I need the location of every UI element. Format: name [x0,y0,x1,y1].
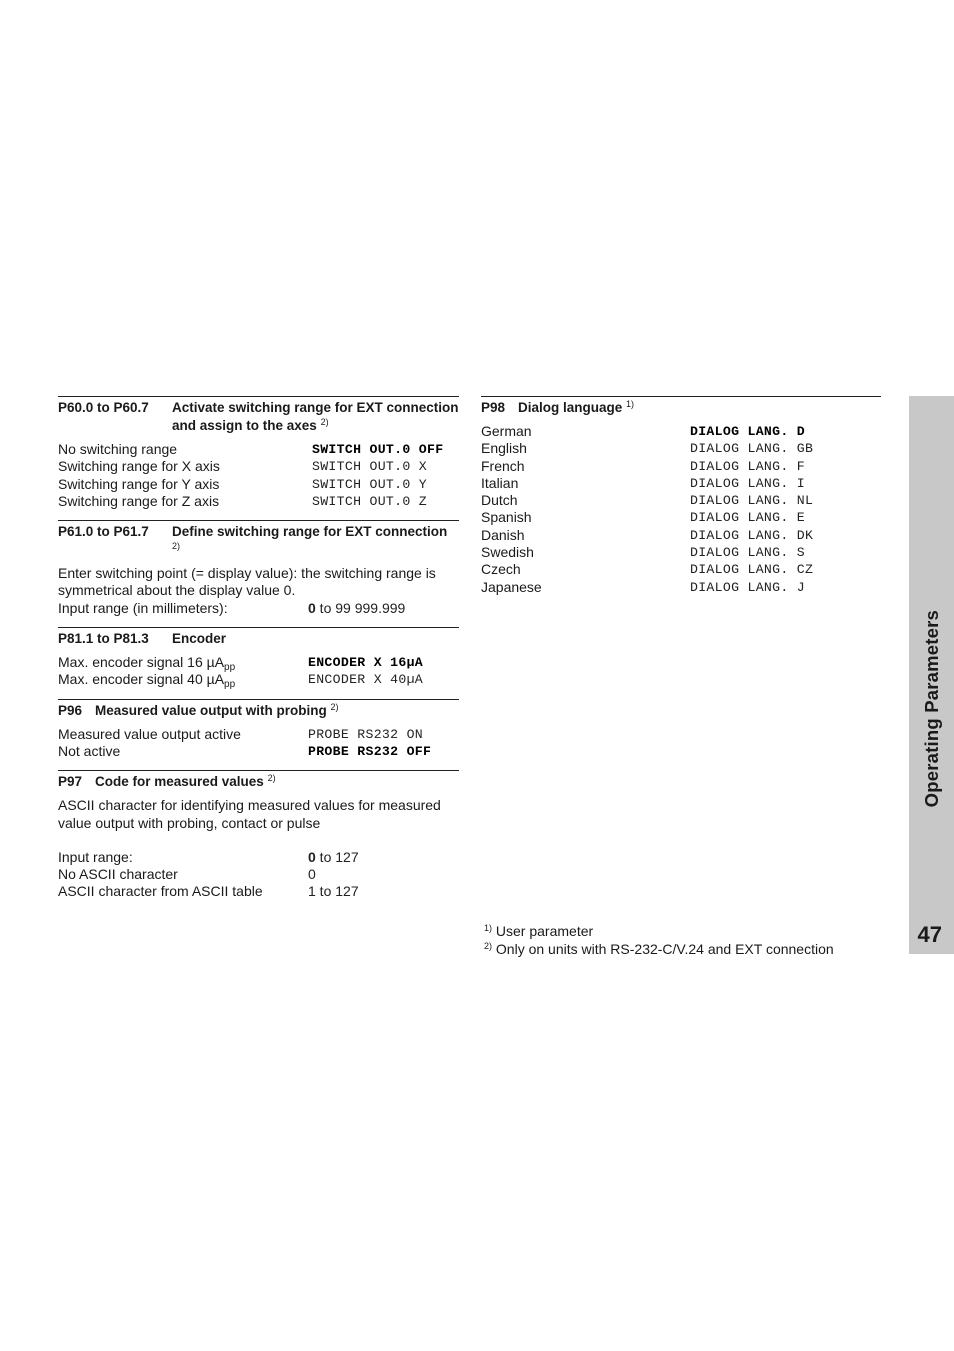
option-row [58,458,459,475]
section-heading [58,773,459,791]
option-value [308,849,459,866]
unit-subscript: pp [224,679,236,691]
language-label: Dutch [481,492,518,509]
language-label: Japanese [481,578,542,595]
range-default: 0 [308,599,316,616]
option-label: No switching range [58,441,178,457]
footnote-ref: 2) [330,701,339,712]
option-row [58,849,459,866]
option-label: No ASCII character [58,866,178,883]
option-label [58,671,308,691]
right-column [481,396,881,596]
footnote-ref: 1) [626,399,635,409]
footnote-text: User parameter [495,923,594,939]
option-value: SWITCH OUT.0 Y [312,476,427,492]
section-heading [481,399,881,417]
language-value: DIALOG LANG. NL [690,493,814,509]
section-description: Enter switching point (= display value): the switching range is symmetrical about the display value 0. [58,565,436,599]
option-value: PROBE RS232 ON [308,726,423,742]
option-label: Measured value output active [58,725,241,742]
section-heading [58,702,459,720]
section-p60 [58,396,459,510]
footnote-ref: 2) [320,417,329,427]
language-row [481,475,881,492]
section-title [95,702,459,720]
footnote-ref: 2) [172,541,181,552]
left-column [58,396,459,901]
section-title-text: Define switching range for EXT connection [172,524,448,540]
parameter-code: P96 [58,702,83,718]
section-title-text: Measured value output with probing [95,702,327,718]
section-heading [58,399,459,435]
option-row [58,726,459,743]
footnote [484,922,834,940]
language-value: DIALOG LANG. CZ [690,562,814,578]
language-value: DIALOG LANG. E [690,510,805,526]
section-title [172,523,459,559]
section-title-text: Dialog language [518,400,623,415]
chapter-label: Operating Parameters [921,610,942,808]
section-p98 [481,396,881,596]
section-heading [58,523,459,559]
footnote-text: Only on units with RS-232-C/V.24 and EXT connection [495,941,834,957]
option-row [58,493,459,510]
option-value: PROBE RS232 OFF [308,743,432,759]
language-row [481,579,881,596]
option-value: SWITCH OUT.0 OFF [312,442,444,457]
option-label: Not active [58,742,121,759]
range-rest: to 99 999.999 [315,599,406,616]
footnote-mark: 1) [484,923,493,933]
page-number: 47 [917,922,942,947]
option-row [58,476,459,493]
option-label: Input range: [58,848,133,865]
section-title [518,399,881,417]
section-p97 [58,770,459,900]
option-value: 0 [308,866,316,883]
option-row [58,866,459,883]
option-label-text: Max. encoder signal 16 µA [58,654,225,671]
language-label: Spanish [481,509,532,526]
section-title-text: Activate switching range for EXT connection and assign to the axes [172,400,459,433]
language-row [481,527,881,544]
option-label: Switching range for Y axis [58,475,220,492]
footnotes [484,922,834,958]
language-row [481,509,881,526]
language-value: DIALOG LANG. I [690,475,805,491]
language-value: DIALOG LANG. F [690,458,805,474]
language-row [481,440,881,457]
section-title: Encoder [172,631,227,647]
option-value: ENCODER X 16µA [308,655,423,671]
language-row [481,458,881,475]
option-row [58,883,459,900]
option-value: ENCODER X 40µA [308,672,423,688]
footnote-ref: 2) [267,773,276,784]
section-title-text: Code for measured values [95,774,264,790]
option-row [58,743,459,760]
option-label: Input range (in millimeters): [58,599,228,616]
option-label-text: Max. encoder signal 40 µA [58,671,225,688]
section-description: ASCII character for identifying measured values for measured value output with probing, contact or pulse [58,797,441,831]
option-value: 1 to 127 [308,883,359,900]
language-list [481,423,881,596]
input-range-row [58,600,459,617]
language-value: DIALOG LANG. S [690,545,805,561]
parameter-code: P81.1 to P81.3 [58,631,149,647]
language-label: Italian [481,474,519,491]
language-row [481,423,881,440]
language-value: DIALOG LANG. GB [690,441,814,457]
option-row [58,441,459,458]
footnote-mark: 2) [484,941,493,951]
section-title [95,773,459,791]
option-label: Switching range for Z axis [58,492,220,509]
unit-subscript: pp [224,662,236,674]
option-label [58,654,308,674]
language-value: DIALOG LANG. J [690,579,805,595]
language-row [481,492,881,509]
option-row [58,654,459,674]
option-value [308,600,459,617]
language-label: English [481,440,527,457]
option-row [58,671,459,691]
language-label: Danish [481,526,525,543]
section-heading [58,630,459,648]
parameter-code: P60.0 to P60.7 [58,400,149,415]
section-p81 [58,627,459,689]
option-label: ASCII character from ASCII table [58,883,263,900]
section-p96 [58,699,459,761]
language-label: French [481,457,525,474]
option-label: Switching range for X axis [58,458,220,475]
language-value: DIALOG LANG. DK [690,527,814,543]
parameter-code: P98 [481,400,506,415]
range-default: 0 [308,848,316,865]
range-rest: to 127 [315,848,359,865]
language-label: Swedish [481,544,534,561]
section-p61 [58,520,459,617]
section-title [172,399,459,435]
parameter-code: P97 [58,774,83,790]
language-label: German [481,423,532,439]
parameter-code: P61.0 to P61.7 [58,524,149,540]
footnote [484,940,834,958]
language-row [481,544,881,561]
option-value: SWITCH OUT.0 X [312,459,427,475]
language-label: Czech [481,561,521,578]
language-row [481,561,881,578]
option-value: SWITCH OUT.0 Z [312,493,427,509]
chapter-tab [909,396,954,954]
language-value: DIALOG LANG. D [690,424,805,439]
